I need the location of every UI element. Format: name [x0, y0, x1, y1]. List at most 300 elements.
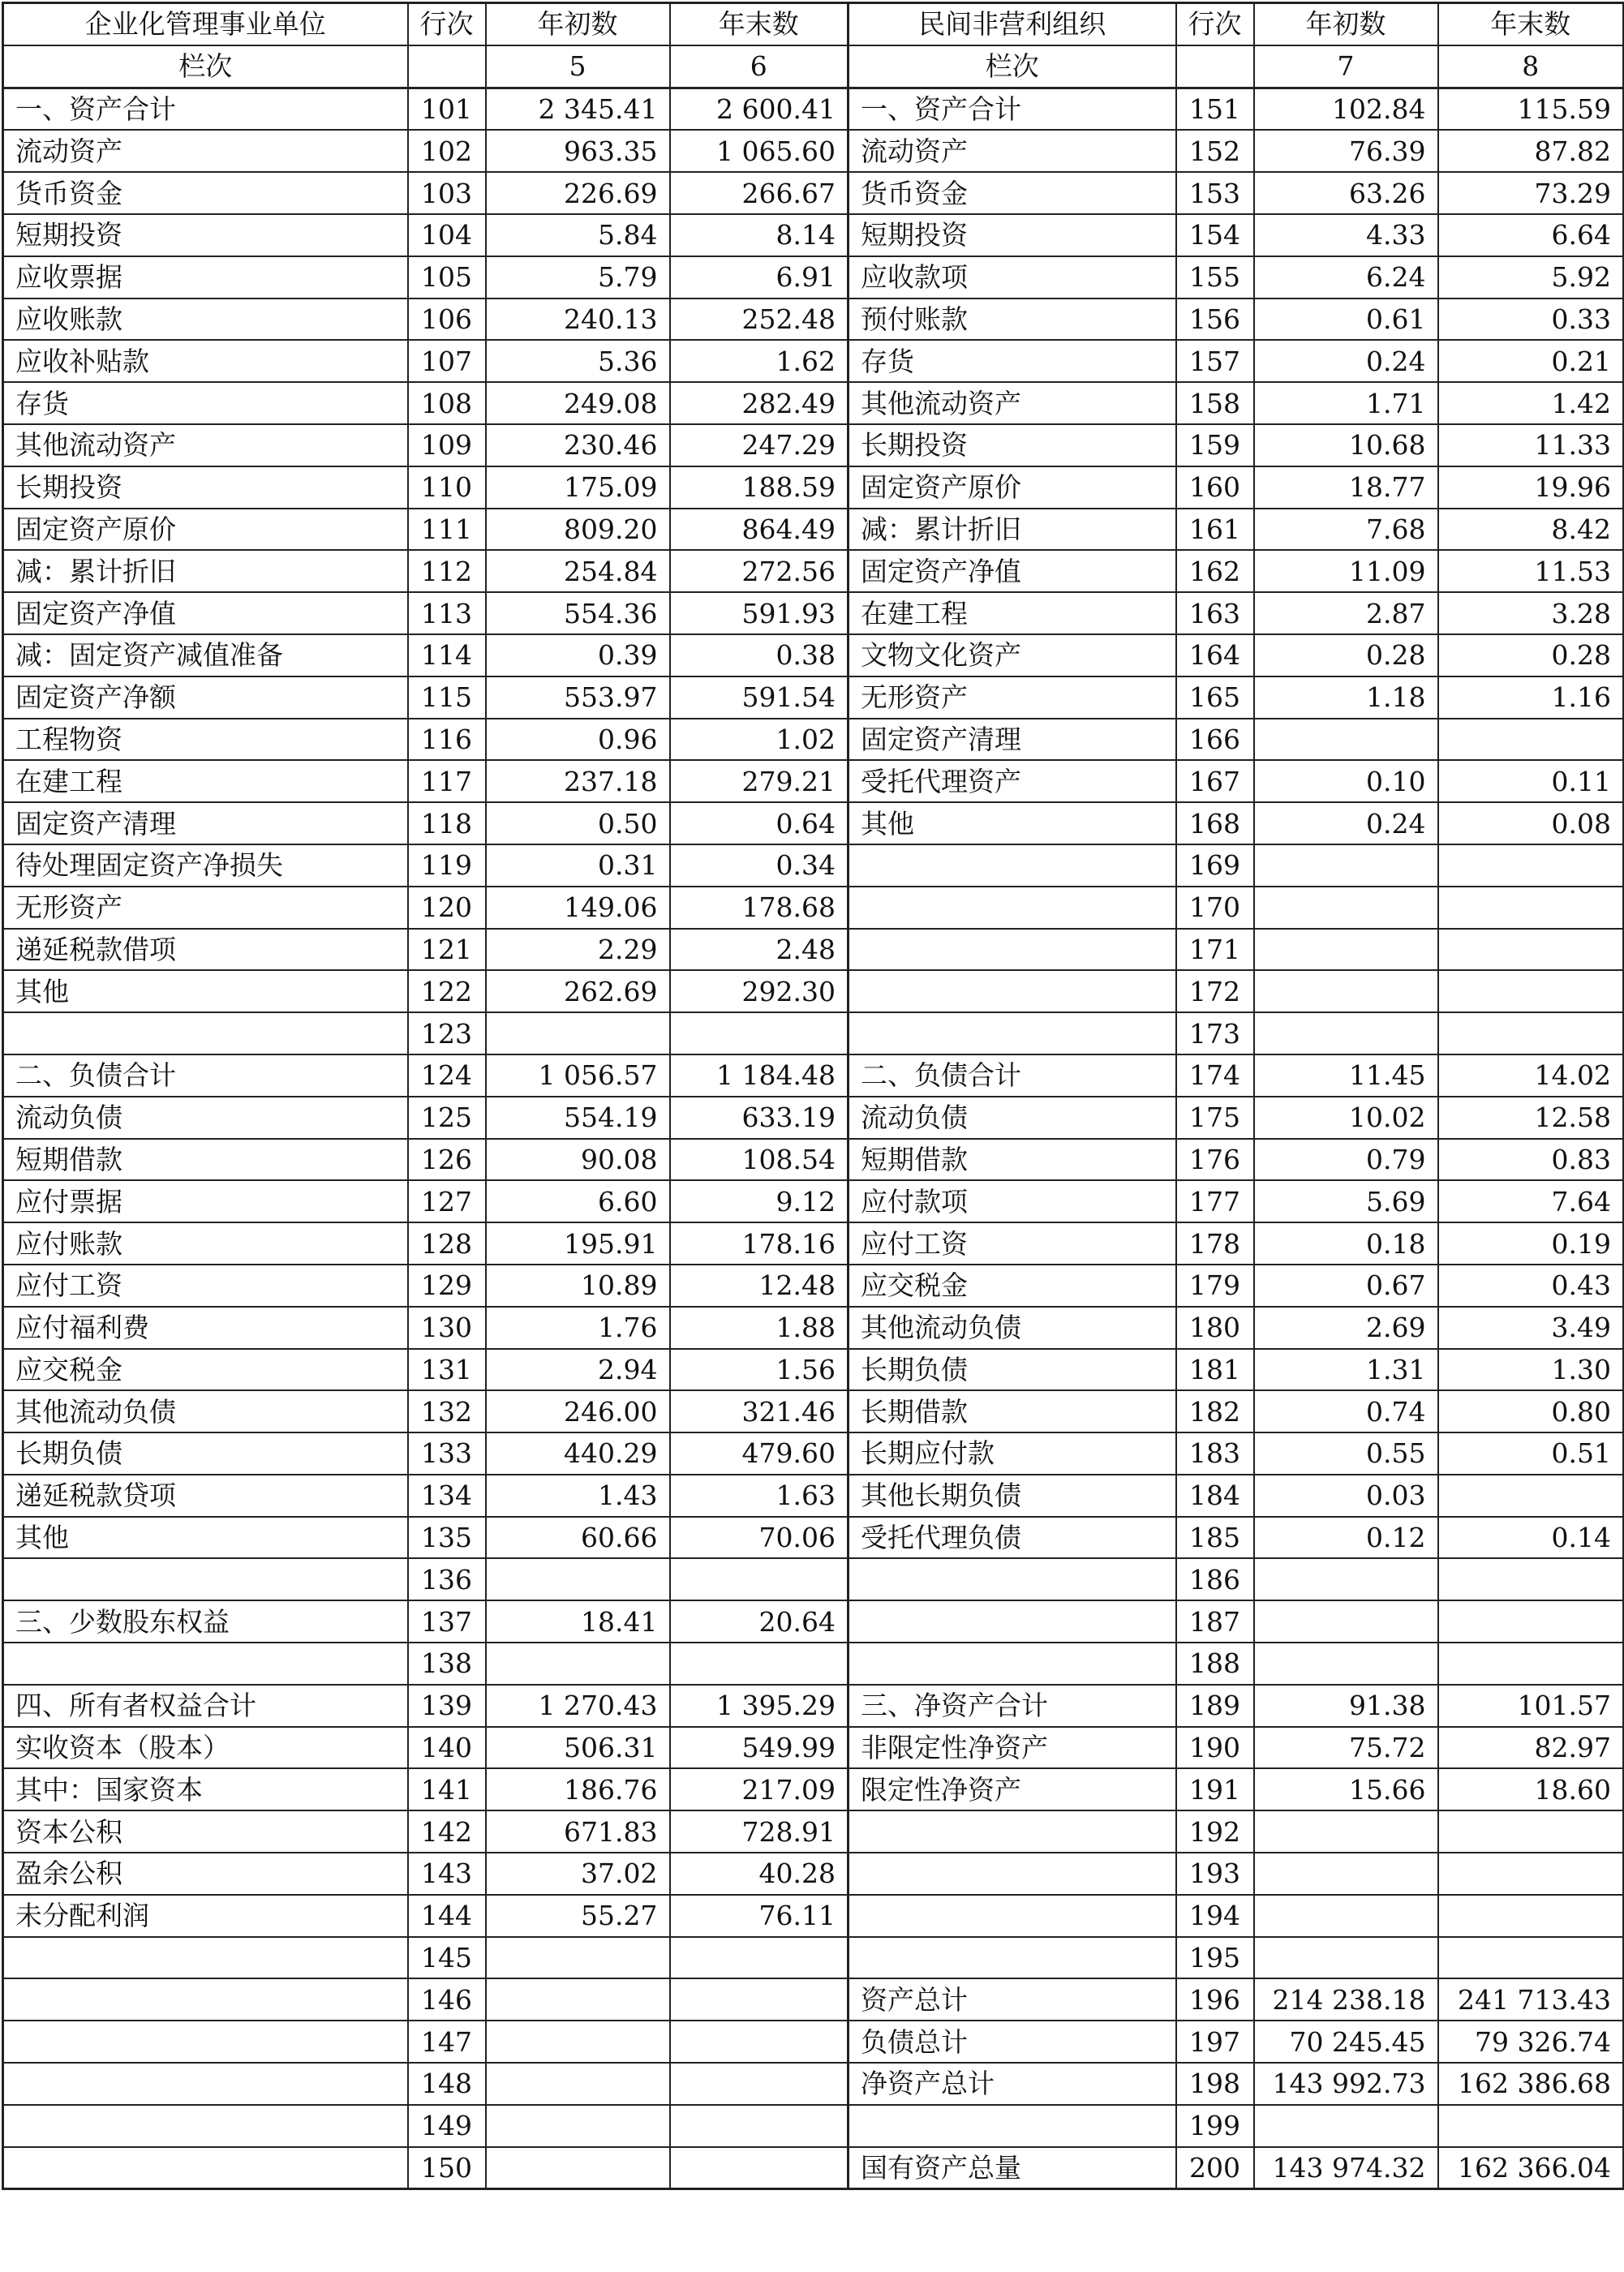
right-item-label: 固定资产原价	[849, 466, 1176, 509]
right-item-label: 流动负债	[849, 1097, 1176, 1139]
left-row-number: 103	[408, 172, 486, 214]
left-row-number: 148	[408, 2063, 486, 2105]
left-item-label	[3, 2147, 408, 2189]
left-end-value	[670, 2105, 849, 2147]
left-end-value: 1.02	[670, 719, 849, 761]
table-row	[3, 1265, 1624, 1307]
right-end-value: 1.16	[1438, 676, 1624, 719]
left-item-label: 应付账款	[3, 1222, 408, 1265]
left-end-value: 1.88	[670, 1307, 849, 1349]
right-begin-value: 0.79	[1254, 1139, 1438, 1181]
right-row-number: 192	[1176, 1810, 1254, 1853]
right-row-number: 199	[1176, 2105, 1254, 2147]
table-row	[3, 719, 1624, 761]
left-item-label: 无形资产	[3, 887, 408, 929]
right-end-value	[1438, 1012, 1624, 1054]
right-end-value: 14.02	[1438, 1054, 1624, 1097]
right-item-label	[849, 1937, 1176, 1979]
right-row-number: 177	[1176, 1180, 1254, 1222]
right-end-value: 87.82	[1438, 130, 1624, 172]
right-row-number: 153	[1176, 172, 1254, 214]
left-item-label: 应收票据	[3, 256, 408, 298]
left-end-label: 年末数	[670, 3, 849, 45]
right-end-value	[1438, 1600, 1624, 1643]
right-begin-value	[1254, 1600, 1438, 1643]
left-begin-value	[486, 1978, 670, 2021]
right-item-label: 固定资产清理	[849, 719, 1176, 761]
left-end-value	[670, 1012, 849, 1054]
right-item-label: 净资产总计	[849, 2063, 1176, 2105]
right-end-value: 3.49	[1438, 1307, 1624, 1349]
table-row	[3, 130, 1624, 172]
right-begin-value: 102.84	[1254, 88, 1438, 130]
right-row-number: 173	[1176, 1012, 1254, 1054]
left-end-value	[670, 2021, 849, 2063]
table-row	[3, 970, 1624, 1012]
right-begin-value: 5.69	[1254, 1180, 1438, 1222]
left-end-value: 0.34	[670, 844, 849, 887]
right-begin-value: 0.24	[1254, 802, 1438, 844]
left-column-row-blank	[408, 45, 486, 88]
table-row	[3, 592, 1624, 634]
right-item-label: 限定性净资产	[849, 1768, 1176, 1810]
right-end-value	[1438, 719, 1624, 761]
right-end-value: 101.57	[1438, 1685, 1624, 1727]
left-end-value: 1.56	[670, 1349, 849, 1391]
left-end-value: 1 065.60	[670, 130, 849, 172]
right-item-label: 其他	[849, 802, 1176, 844]
left-row-number: 124	[408, 1054, 486, 1097]
table-row	[3, 172, 1624, 214]
left-end-value: 272.56	[670, 550, 849, 592]
right-item-label: 三、净资产合计	[849, 1685, 1176, 1727]
left-row-number: 150	[408, 2147, 486, 2189]
left-begin-value: 240.13	[486, 298, 670, 341]
right-end-value: 162 386.68	[1438, 2063, 1624, 2105]
left-item-label: 应收补贴款	[3, 340, 408, 382]
left-row-number: 129	[408, 1265, 486, 1307]
table-row	[3, 1139, 1624, 1181]
left-end-value: 178.16	[670, 1222, 849, 1265]
left-item-label: 短期借款	[3, 1139, 408, 1181]
right-begin-value: 1.31	[1254, 1349, 1438, 1391]
left-end-value: 591.54	[670, 676, 849, 719]
table-row	[3, 256, 1624, 298]
left-row-number: 144	[408, 1895, 486, 1937]
right-begin-value: 143 974.32	[1254, 2147, 1438, 2189]
left-end-value: 479.60	[670, 1432, 849, 1475]
right-item-label	[849, 844, 1176, 887]
left-item-label: 四、所有者权益合计	[3, 1685, 408, 1727]
left-begin-value: 175.09	[486, 466, 670, 509]
right-begin-value: 214 238.18	[1254, 1978, 1438, 2021]
right-row-number: 191	[1176, 1768, 1254, 1810]
left-row-number: 123	[408, 1012, 486, 1054]
right-end-value: 7.64	[1438, 1180, 1624, 1222]
left-end-value	[670, 1937, 849, 1979]
left-row-number: 107	[408, 340, 486, 382]
right-item-label: 货币资金	[849, 172, 1176, 214]
right-item-label: 负债总计	[849, 2021, 1176, 2063]
column-number-row	[3, 45, 1624, 88]
left-item-label: 工程物资	[3, 719, 408, 761]
table-row	[3, 88, 1624, 130]
right-begin-value: 18.77	[1254, 466, 1438, 509]
left-begin-value: 230.46	[486, 424, 670, 466]
col-num-6: 6	[670, 45, 849, 88]
right-item-label: 无形资产	[849, 676, 1176, 719]
left-begin-value: 0.50	[486, 802, 670, 844]
right-item-label: 受托代理负债	[849, 1517, 1176, 1559]
left-end-value: 633.19	[670, 1097, 849, 1139]
table-row	[3, 1180, 1624, 1222]
right-end-value: 0.19	[1438, 1222, 1624, 1265]
right-end-value: 79 326.74	[1438, 2021, 1624, 2063]
table-row	[3, 340, 1624, 382]
table-row	[3, 1685, 1624, 1727]
left-item-label: 二、负债合计	[3, 1054, 408, 1097]
table-row	[3, 1895, 1624, 1937]
left-item-label	[3, 1012, 408, 1054]
right-item-label: 受托代理资产	[849, 760, 1176, 802]
left-begin-value	[486, 2105, 670, 2147]
right-begin-value	[1254, 1643, 1438, 1685]
right-begin-value: 0.67	[1254, 1265, 1438, 1307]
right-item-label: 非限定性净资产	[849, 1727, 1176, 1769]
right-begin-value: 0.18	[1254, 1222, 1438, 1265]
left-end-value: 1.62	[670, 340, 849, 382]
left-row-number: 110	[408, 466, 486, 509]
left-item-label: 应付福利费	[3, 1307, 408, 1349]
left-begin-value	[486, 1012, 670, 1054]
left-row-number: 125	[408, 1097, 486, 1139]
right-row-number: 178	[1176, 1222, 1254, 1265]
right-row-number: 167	[1176, 760, 1254, 802]
table-row	[3, 1978, 1624, 2021]
left-item-label: 固定资产清理	[3, 802, 408, 844]
left-end-value: 266.67	[670, 172, 849, 214]
left-end-value: 591.93	[670, 592, 849, 634]
table-row	[3, 298, 1624, 341]
left-begin-value: 90.08	[486, 1139, 670, 1181]
left-row-number: 109	[408, 424, 486, 466]
right-end-value: 0.43	[1438, 1265, 1624, 1307]
left-end-value: 282.49	[670, 382, 849, 424]
left-item-label	[3, 2063, 408, 2105]
left-begin-value: 1 056.57	[486, 1054, 670, 1097]
table-row	[3, 1222, 1624, 1265]
left-begin-value: 5.84	[486, 214, 670, 256]
left-begin-value: 2 345.41	[486, 88, 670, 130]
left-end-value	[670, 2147, 849, 2189]
left-row-number: 104	[408, 214, 486, 256]
right-item-label	[849, 1810, 1176, 1853]
right-end-value: 241 713.43	[1438, 1978, 1624, 2021]
right-row-number: 186	[1176, 1558, 1254, 1600]
right-end-value: 0.08	[1438, 802, 1624, 844]
left-row-number: 126	[408, 1139, 486, 1181]
table-row	[3, 1937, 1624, 1979]
left-row-number: 122	[408, 970, 486, 1012]
left-begin-value	[486, 1558, 670, 1600]
left-end-value	[670, 2063, 849, 2105]
left-end-value: 292.30	[670, 970, 849, 1012]
right-end-value: 0.51	[1438, 1432, 1624, 1475]
left-row-number: 132	[408, 1390, 486, 1432]
left-begin-value: 0.96	[486, 719, 670, 761]
left-begin-label: 年初数	[486, 3, 670, 45]
left-end-value: 188.59	[670, 466, 849, 509]
left-row-number: 136	[408, 1558, 486, 1600]
left-begin-value: 195.91	[486, 1222, 670, 1265]
right-row-number: 182	[1176, 1390, 1254, 1432]
left-row-number: 106	[408, 298, 486, 341]
left-row-number: 113	[408, 592, 486, 634]
right-item-label: 其他流动资产	[849, 382, 1176, 424]
right-begin-value: 7.68	[1254, 509, 1438, 551]
left-begin-value: 6.60	[486, 1180, 670, 1222]
table-row	[3, 214, 1624, 256]
left-begin-value: 1.43	[486, 1475, 670, 1517]
left-begin-value: 0.39	[486, 634, 670, 676]
left-row-number: 119	[408, 844, 486, 887]
right-end-label: 年末数	[1438, 3, 1624, 45]
left-row-number: 143	[408, 1853, 486, 1895]
right-item-label	[849, 2105, 1176, 2147]
left-end-value: 40.28	[670, 1853, 849, 1895]
right-item-label	[849, 929, 1176, 971]
right-end-value: 8.42	[1438, 509, 1624, 551]
right-item-label: 一、资产合计	[849, 88, 1176, 130]
right-row-number: 184	[1176, 1475, 1254, 1517]
left-row-number: 131	[408, 1349, 486, 1391]
left-row-number: 145	[408, 1937, 486, 1979]
right-item-label: 国有资产总量	[849, 2147, 1176, 2189]
right-begin-value: 0.74	[1254, 1390, 1438, 1432]
right-begin-value: 91.38	[1254, 1685, 1438, 1727]
right-row-number: 157	[1176, 340, 1254, 382]
left-begin-value: 254.84	[486, 550, 670, 592]
right-row-label: 行次	[1176, 3, 1254, 45]
right-begin-value	[1254, 719, 1438, 761]
right-begin-value: 0.55	[1254, 1432, 1438, 1475]
left-begin-value: 809.20	[486, 509, 670, 551]
right-end-value	[1438, 929, 1624, 971]
right-begin-value: 1.18	[1254, 676, 1438, 719]
right-item-label: 其他流动负债	[849, 1307, 1176, 1349]
left-end-value: 1 395.29	[670, 1685, 849, 1727]
right-section-title: 民间非营利组织	[849, 3, 1176, 45]
right-item-label	[849, 1643, 1176, 1685]
left-begin-value: 671.83	[486, 1810, 670, 1853]
left-item-label	[3, 1558, 408, 1600]
right-begin-value: 0.24	[1254, 340, 1438, 382]
table-row	[3, 1390, 1624, 1432]
right-begin-value: 0.28	[1254, 634, 1438, 676]
left-begin-value: 1.76	[486, 1307, 670, 1349]
left-begin-value: 963.35	[486, 130, 670, 172]
left-item-label: 减：累计折旧	[3, 550, 408, 592]
left-item-label: 一、资产合计	[3, 88, 408, 130]
right-item-label: 预付账款	[849, 298, 1176, 341]
right-column-row-label: 栏次	[849, 45, 1176, 88]
left-begin-value: 506.31	[486, 1727, 670, 1769]
right-row-number: 179	[1176, 1265, 1254, 1307]
left-item-label: 货币资金	[3, 172, 408, 214]
right-begin-value: 63.26	[1254, 172, 1438, 214]
right-end-value: 11.53	[1438, 550, 1624, 592]
left-item-label: 固定资产净额	[3, 676, 408, 719]
left-begin-value: 440.29	[486, 1432, 670, 1475]
right-begin-value: 2.69	[1254, 1307, 1438, 1349]
left-row-number: 116	[408, 719, 486, 761]
left-end-value: 279.21	[670, 760, 849, 802]
table-row	[3, 634, 1624, 676]
right-row-number: 193	[1176, 1853, 1254, 1895]
right-begin-value	[1254, 2105, 1438, 2147]
left-begin-value: 249.08	[486, 382, 670, 424]
left-item-label: 其他	[3, 1517, 408, 1559]
left-begin-value: 186.76	[486, 1768, 670, 1810]
table-row	[3, 1600, 1624, 1643]
left-item-label: 其他流动负债	[3, 1390, 408, 1432]
left-item-label: 资本公积	[3, 1810, 408, 1853]
left-begin-value: 246.00	[486, 1390, 670, 1432]
left-end-value: 728.91	[670, 1810, 849, 1853]
right-row-number: 200	[1176, 2147, 1254, 2189]
right-end-value	[1438, 1558, 1624, 1600]
right-begin-value	[1254, 1558, 1438, 1600]
left-row-number: 135	[408, 1517, 486, 1559]
right-row-number: 180	[1176, 1307, 1254, 1349]
table-row	[3, 1097, 1624, 1139]
right-begin-value	[1254, 887, 1438, 929]
left-end-value: 549.99	[670, 1727, 849, 1769]
left-row-number: 102	[408, 130, 486, 172]
right-item-label: 在建工程	[849, 592, 1176, 634]
right-item-label: 短期借款	[849, 1139, 1176, 1181]
right-end-value: 6.64	[1438, 214, 1624, 256]
left-item-label: 未分配利润	[3, 1895, 408, 1937]
right-end-value: 0.11	[1438, 760, 1624, 802]
left-item-label: 流动资产	[3, 130, 408, 172]
table-row	[3, 844, 1624, 887]
left-row-number: 134	[408, 1475, 486, 1517]
right-end-value: 0.80	[1438, 1390, 1624, 1432]
left-row-label: 行次	[408, 3, 486, 45]
right-item-label: 长期投资	[849, 424, 1176, 466]
left-end-value: 12.48	[670, 1265, 849, 1307]
right-begin-value: 2.87	[1254, 592, 1438, 634]
right-column-row-blank	[1176, 45, 1254, 88]
left-end-value: 20.64	[670, 1600, 849, 1643]
right-end-value: 19.96	[1438, 466, 1624, 509]
right-row-number: 160	[1176, 466, 1254, 509]
right-item-label: 短期投资	[849, 214, 1176, 256]
left-begin-value: 5.36	[486, 340, 670, 382]
left-item-label: 待处理固定资产净损失	[3, 844, 408, 887]
right-row-number: 188	[1176, 1643, 1254, 1685]
left-end-value: 247.29	[670, 424, 849, 466]
right-row-number: 162	[1176, 550, 1254, 592]
left-item-label: 其中：国家资本	[3, 1768, 408, 1810]
left-begin-value: 37.02	[486, 1853, 670, 1895]
left-section-title: 企业化管理事业单位	[3, 3, 408, 45]
table-row	[3, 1558, 1624, 1600]
right-row-number: 168	[1176, 802, 1254, 844]
table-row	[3, 1012, 1624, 1054]
left-begin-value: 262.69	[486, 970, 670, 1012]
right-row-number: 190	[1176, 1727, 1254, 1769]
table-row	[3, 2021, 1624, 2063]
left-end-value: 108.54	[670, 1139, 849, 1181]
right-begin-value	[1254, 1012, 1438, 1054]
table-row	[3, 466, 1624, 509]
right-end-value: 73.29	[1438, 172, 1624, 214]
right-item-label: 长期借款	[849, 1390, 1176, 1432]
table-row	[3, 760, 1624, 802]
right-row-number: 165	[1176, 676, 1254, 719]
left-begin-value: 2.94	[486, 1349, 670, 1391]
right-item-label	[849, 1558, 1176, 1600]
right-end-value: 3.28	[1438, 592, 1624, 634]
table-row	[3, 2063, 1624, 2105]
left-item-label: 固定资产净值	[3, 592, 408, 634]
right-row-number: 176	[1176, 1139, 1254, 1181]
right-row-number: 195	[1176, 1937, 1254, 1979]
table-row	[3, 1349, 1624, 1391]
right-item-label	[849, 1853, 1176, 1895]
left-item-label: 短期投资	[3, 214, 408, 256]
left-begin-value: 60.66	[486, 1517, 670, 1559]
right-end-value: 5.92	[1438, 256, 1624, 298]
right-row-number: 161	[1176, 509, 1254, 551]
left-row-number: 147	[408, 2021, 486, 2063]
right-end-value	[1438, 1853, 1624, 1895]
left-end-value: 8.14	[670, 214, 849, 256]
right-item-label: 减：累计折旧	[849, 509, 1176, 551]
right-end-value: 0.14	[1438, 1517, 1624, 1559]
right-begin-value: 76.39	[1254, 130, 1438, 172]
right-end-value: 1.30	[1438, 1349, 1624, 1391]
right-end-value: 0.21	[1438, 340, 1624, 382]
left-column-row-label: 栏次	[3, 45, 408, 88]
right-row-number: 183	[1176, 1432, 1254, 1475]
left-begin-value: 10.89	[486, 1265, 670, 1307]
right-row-number: 171	[1176, 929, 1254, 971]
right-begin-value	[1254, 970, 1438, 1012]
left-begin-value: 1 270.43	[486, 1685, 670, 1727]
left-row-number: 111	[408, 509, 486, 551]
right-begin-value	[1254, 1937, 1438, 1979]
right-item-label: 应收款项	[849, 256, 1176, 298]
left-item-label: 长期投资	[3, 466, 408, 509]
left-row-number: 140	[408, 1727, 486, 1769]
left-begin-value	[486, 2063, 670, 2105]
left-end-value: 864.49	[670, 509, 849, 551]
table-row	[3, 1768, 1624, 1810]
right-begin-value: 10.02	[1254, 1097, 1438, 1139]
right-end-value: 12.58	[1438, 1097, 1624, 1139]
right-begin-value	[1254, 1853, 1438, 1895]
right-begin-value: 11.09	[1254, 550, 1438, 592]
right-row-number: 155	[1176, 256, 1254, 298]
left-item-label: 应交税金	[3, 1349, 408, 1391]
table-row	[3, 509, 1624, 551]
left-begin-value: 2.29	[486, 929, 670, 971]
table-row	[3, 929, 1624, 971]
right-item-label: 应付工资	[849, 1222, 1176, 1265]
